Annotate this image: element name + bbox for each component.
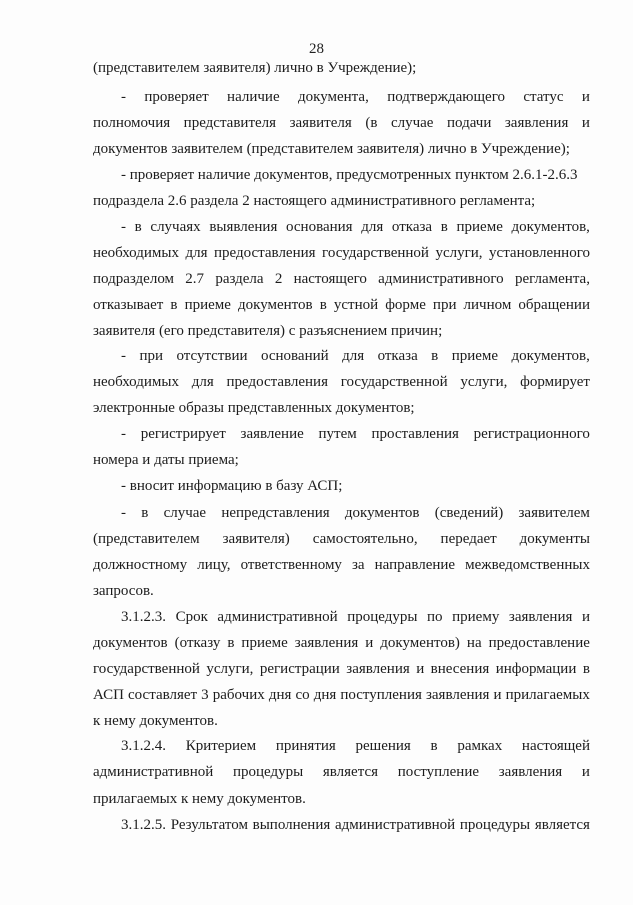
text-line: необходимых для предоставления государственной услуги, формирует: [93, 374, 590, 390]
text-line: должностному лицу, ответственному за направление межведомственных: [93, 557, 590, 573]
text-line: государственной услуги, регистрации заявления и внесения информации в: [93, 661, 590, 677]
text-line: документов (отказу в приеме заявления и документов) на предоставление: [93, 635, 590, 651]
text-line: прилагаемых к нему документов.: [93, 791, 306, 807]
text-line: запросов.: [93, 583, 154, 599]
text-line: - в случае непредставления документов (сведений) заявителем: [121, 505, 590, 521]
text-line: 3.1.2.5. Результатом выполнения административной процедуры является: [121, 817, 590, 833]
text-line: необходимых для предоставления государственной услуги, установленного: [93, 245, 590, 261]
text-line: - вносит информацию в базу АСП;: [121, 478, 343, 494]
text-line: к нему документов.: [93, 713, 218, 729]
text-line: - проверяет наличие документов, предусмотренных пунктом 2.6.1-2.6.3: [121, 167, 578, 183]
text-line: отказывает в приеме документов в устной форме при личном обращении: [93, 297, 590, 313]
text-line: полномочия представителя заявителя (в случае подачи заявления и: [93, 115, 590, 131]
text-line: - в случаях выявления основания для отказа в приеме документов,: [121, 219, 590, 235]
text-line: административной процедуры является поступление заявления и: [93, 764, 590, 780]
text-line: (представителем заявителя) самостоятельно, передает документы: [93, 531, 590, 547]
page-number: 28: [309, 41, 324, 57]
text-line: - проверяет наличие документа, подтверждающего статус и: [121, 89, 590, 105]
text-line: 3.1.2.3. Срок административной процедуры по приему заявления и: [121, 609, 590, 625]
text-line: электронные образы представленных документов;: [93, 400, 415, 416]
text-line: - регистрирует заявление путем проставления регистрационного: [121, 426, 590, 442]
text-line: номера и даты приема;: [93, 452, 239, 468]
text-line: АСП составляет 3 рабочих дня со дня поступления заявления и прилагаемых: [93, 687, 590, 703]
text-line: заявителя (его представителя) с разъяснением причин;: [93, 323, 443, 339]
text-line: подразделом 2.7 раздела 2 настоящего административного регламента,: [93, 271, 590, 287]
text-line: - при отсутствии оснований для отказа в приеме документов,: [121, 348, 590, 364]
text-line: 3.1.2.4. Критерием принятия решения в рамках настоящей: [121, 738, 590, 754]
text-line: документов заявителем (представителем заявителя) лично в Учреждение);: [93, 141, 570, 157]
text-line: (представителем заявителя) лично в Учреждение);: [93, 60, 417, 76]
text-line: подраздела 2.6 раздела 2 настоящего административного регламента;: [93, 193, 536, 209]
